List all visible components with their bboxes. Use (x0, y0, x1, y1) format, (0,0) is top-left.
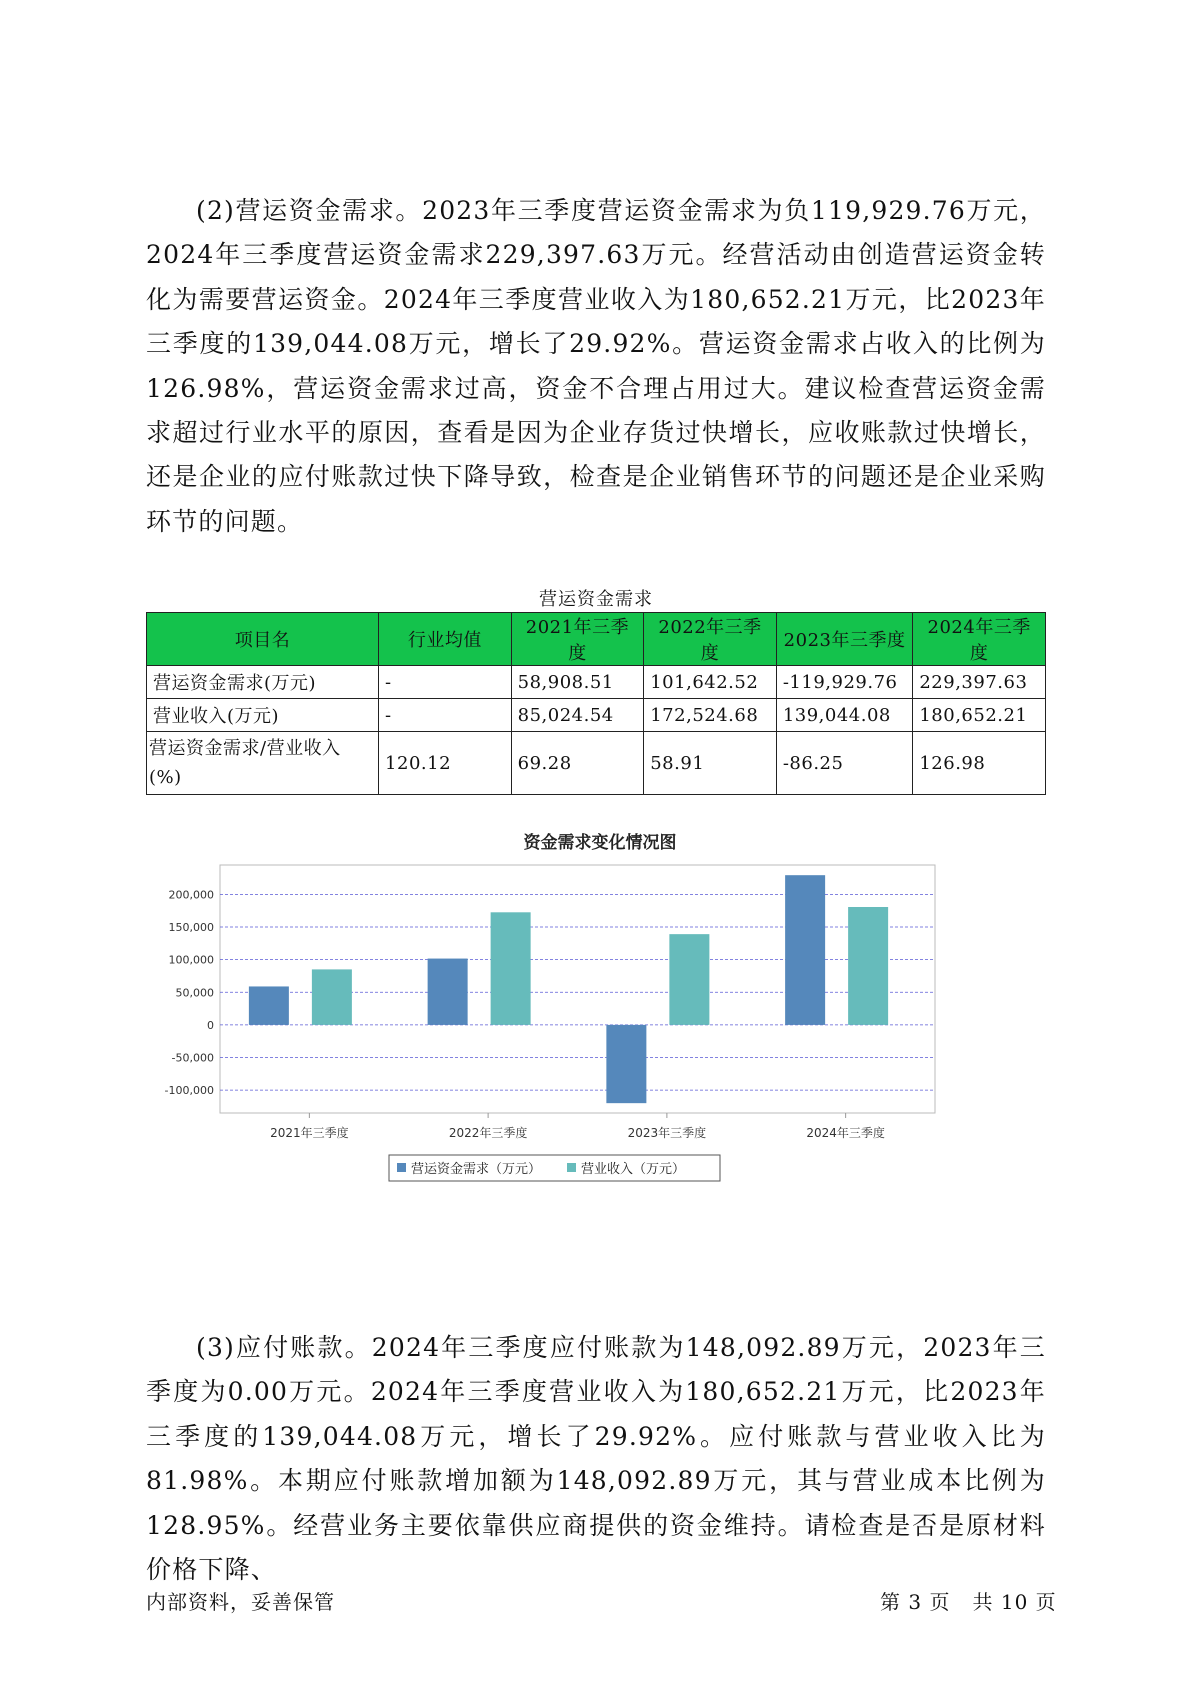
header-cell: 2022年三季度 (644, 613, 777, 666)
x-tick-label: 2024年三季度 (806, 1126, 885, 1140)
chart-title: 资金需求变化情况图 (523, 833, 677, 853)
bar (606, 1025, 646, 1103)
y-tick-label: 0 (207, 1018, 214, 1032)
bar (491, 912, 531, 1025)
working-capital-table (146, 612, 1046, 795)
y-tick-label: 150,000 (168, 921, 214, 934)
y-tick-label: 50,000 (175, 986, 214, 1000)
chart-legend (389, 1155, 720, 1181)
header-cell: 项目名 (147, 613, 379, 666)
bar (669, 934, 709, 1025)
table-cell: -119,929.76 (776, 666, 913, 699)
x-tick-label: 2023年三季度 (627, 1126, 707, 1140)
table-row (147, 666, 1046, 699)
y-tick-label: -100,000 (164, 1084, 214, 1098)
x-axis (270, 1113, 885, 1140)
table-row (147, 699, 1046, 732)
table-row (147, 732, 1046, 795)
header-cell: 行业均值 (379, 613, 512, 666)
table-cell: -86.25 (776, 732, 913, 795)
table-cell: 营业收入(万元) (147, 699, 379, 732)
legend-swatch (397, 1163, 406, 1172)
bar (249, 986, 289, 1024)
legend-label: 营运资金需求（万元） (411, 1162, 542, 1177)
legend-label: 营业收入（万元） (581, 1162, 686, 1177)
x-tick-label: 2022年三季度 (448, 1126, 528, 1140)
header-cell: 2024年三季度 (913, 613, 1046, 666)
table-title: 营运资金需求 (539, 589, 653, 610)
table-cell: 101,642.52 (644, 666, 777, 699)
table-cell: 180,652.21 (913, 699, 1046, 732)
table-cell: 58,908.51 (511, 666, 644, 699)
table-header-row (147, 613, 1046, 666)
bar (785, 875, 825, 1025)
header-cell: 2021年三季度 (511, 613, 644, 666)
x-tick-label: 2021年三季度 (270, 1126, 349, 1140)
funding-demand-chart (160, 830, 1040, 1280)
table-cell: 172,524.68 (644, 699, 777, 732)
y-tick-label: 100,000 (168, 953, 214, 967)
legend-swatch (567, 1163, 576, 1172)
bar (428, 959, 468, 1025)
table-cell: 120.12 (379, 732, 512, 795)
y-axis (165, 888, 214, 1097)
table-cell: 69.28 (511, 732, 644, 795)
table-cell: 营运资金需求/营业收入(%) (147, 732, 379, 795)
footer-confidential: 内部资料，妥善保管 (146, 1590, 335, 1614)
table-cell: 229,397.63 (913, 666, 1046, 699)
y-tick-label: 200,000 (168, 888, 214, 902)
bar (312, 969, 352, 1024)
table-cell: - (379, 699, 512, 732)
table-cell: 营运资金需求(万元) (147, 666, 379, 699)
header-cell: 2023年三季度 (776, 613, 913, 666)
paragraph-accounts-payable: (3)应付账款。2024年三季度应付账款为148,092.89万元，2023年三季度为0.00万元。2024年三季度营业收入为180,652.21万元，比2023年三季度的139,044.08万元，增长了29.92%。应付账款与营业收入比为81.98%。本期应付账款增加额为148,092.89万元，其与营业成本比例为128.95%。经营业务主要依靠供应商提供的资金维持。请检查是否是原材料价格下降、 (146, 1333, 1046, 1585)
footer-page-number: 第 3 页 共 10 页 (880, 1590, 1057, 1614)
table-cell: - (379, 666, 512, 699)
bar (848, 907, 888, 1025)
table-cell: 126.98 (913, 732, 1046, 795)
table-cell: 58.91 (644, 732, 777, 795)
paragraph-working-capital: (2)营运资金需求。2023年三季度营运资金需求为负119,929.76万元，2024年三季度营运资金需求229,397.63万元。经营活动由创造营运资金转化为需要营运资金。2024年三季度营业收入为180,652.21万元，比2023年三季度的139,044.08万元，增长了29.92%。营运资金需求占收入的比例为126.98%，营运资金需求过高，资金不合理占用过大。建议检查营运资金需求超过行业水平的原因，查看是因为企业存货过快增长，应收账款过快增长，还是企业的应付账款过快下降导致，检查是企业销售环节的问题还是企业采购环节的问题。 (146, 196, 1046, 536)
table-cell: 139,044.08 (776, 699, 913, 732)
y-tick-label: -50,000 (171, 1051, 214, 1065)
table-cell: 85,024.54 (511, 699, 644, 732)
chart-svg (160, 830, 1040, 1280)
